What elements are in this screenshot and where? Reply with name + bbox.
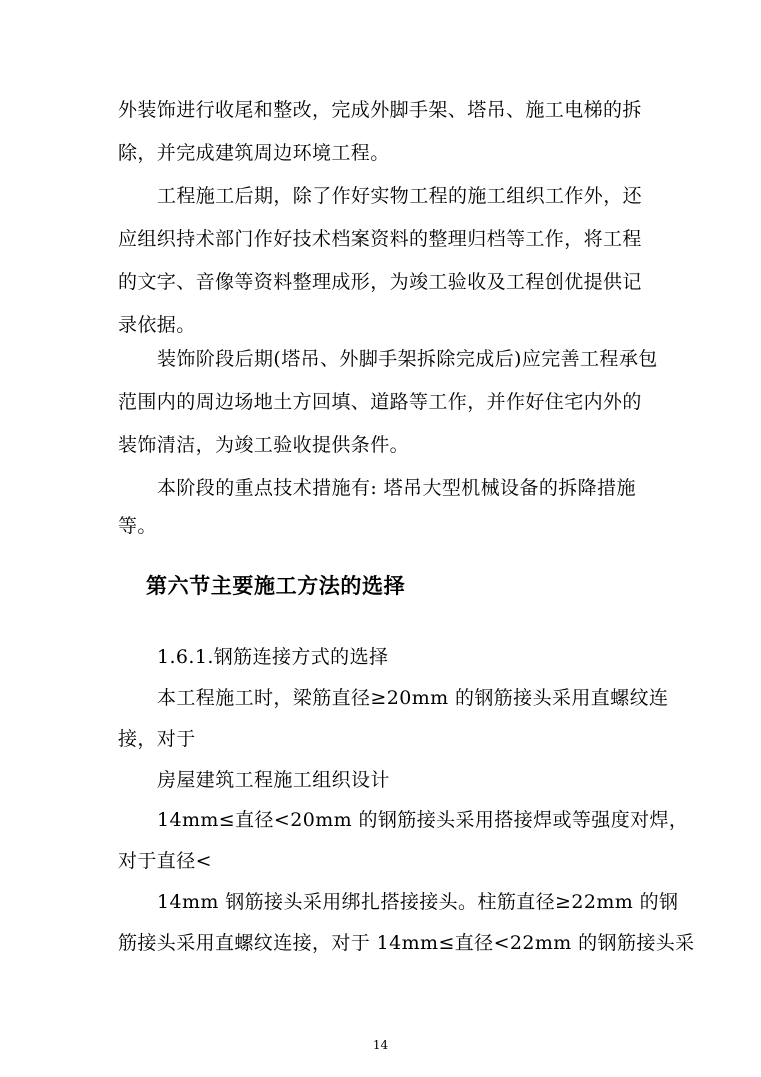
page-number: 14 xyxy=(372,1038,389,1052)
subsection-heading: 1.6.1.钢筋连接方式的选择 xyxy=(157,646,389,668)
body-text-line: 除，并完成建筑周边环境工程。 xyxy=(118,142,390,164)
body-text-line: 本工程施工时，梁筋直径≥20mm 的钢筋接头采用直螺纹连 xyxy=(157,687,669,709)
body-text-line: 本阶段的重点技术措施有: 塔吊大型机械设备的拆降措施 xyxy=(157,477,636,499)
body-text-line: 筋接头采用直螺纹连接，对于 14mm≤直径<22mm 的钢筋接头采 xyxy=(118,932,695,954)
body-text-line: 14mm 钢筋接头采用绑扎搭接接头。柱筋直径≥22mm 的钢 xyxy=(157,891,679,913)
body-text-line: 范围内的周边场地土方回填、道路等工作，并作好住宅内外的 xyxy=(118,391,642,413)
body-text-line: 等。 xyxy=(118,515,157,537)
body-text-line: 房屋建筑工程施工组织设计 xyxy=(157,769,390,791)
body-text-line: 的文字、音像等资料整理成形，为竣工验收及工程创优提供记 xyxy=(118,271,642,293)
body-text-line: 对于直径< xyxy=(118,850,212,872)
body-text-line: 装饰阶段后期(塔吊、外脚手架拆除完成后)应完善工程承包 xyxy=(157,348,658,370)
body-text-line: 接，对于 xyxy=(118,728,196,750)
body-text-line: 外装饰进行收尾和整改，完成外脚手架、塔吊、施工电梯的拆 xyxy=(118,99,642,121)
body-text-line: 装饰清洁，为竣工验收提供条件。 xyxy=(118,434,410,456)
body-text-line: 14mm≤直径<20mm 的钢筋接头采用搭接焊或等强度对焊， xyxy=(157,809,689,831)
body-text-line: 工程施工后期，除了作好实物工程的施工组织工作外，还 xyxy=(157,185,643,207)
body-text-line: 应组织持术部门作好技术档案资料的整理归档等工作，将工程 xyxy=(118,228,642,250)
section-heading: 第六节主要施工方法的选择 xyxy=(146,573,406,598)
body-text-line: 录依据。 xyxy=(118,314,196,336)
